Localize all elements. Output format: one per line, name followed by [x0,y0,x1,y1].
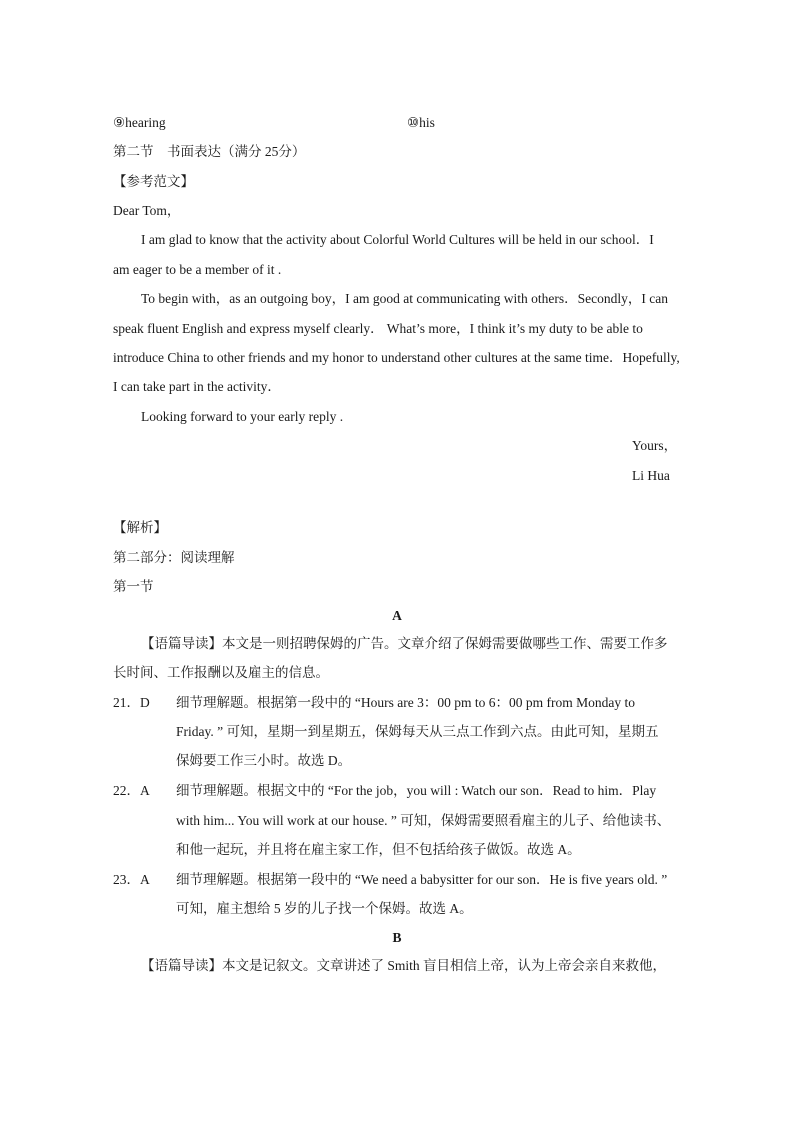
signature-name: Li Hua [632,468,670,483]
passage-a-label: A [392,608,402,623]
letter-paragraph-2-line-2: speak fluent English and express myself clearly． What’s more，I think it’s my duty to be able to [113,321,643,336]
answer-item-10: ⑩his [407,115,435,130]
part-two-title: 第二部分：阅读理解 [113,550,235,565]
letter-paragraph-1-line-2: am eager to be a member of it . [113,262,282,277]
question-21-answer: 21．D [113,695,150,710]
letter-paragraph-1-line-1: I am glad to know that the activity about Colorful World Cultures will be held in our school．I [141,232,654,247]
question-22-answer: 22．A [113,783,150,798]
letter-paragraph-2-line-4: I can take part in the activity． [113,379,281,394]
question-21-line-3: 保姆要工作三小时。故选 D。 [176,753,352,768]
question-22-line-2: with him... You will work at our house. ” 可知，保姆需要照看雇主的儿子、给他读书、 [176,813,671,828]
question-23-line-2: 可知，雇主想给 5 岁的儿子找一个保姆。故选 A。 [176,901,473,916]
question-22-line-1: 细节理解题。根据文中的 “For the job，you will : Watch our son．Read to him．Play [176,783,657,798]
sample-heading: 【参考范文】 [113,174,194,189]
passage-a-guide-line-2: 长时间、工作报酬以及雇主的信息。 [113,665,329,680]
question-23-answer: 23．A [113,872,150,887]
passage-a-guide-line-1: 【语篇导读】本文是一则招聘保姆的广告。文章介绍了保姆需要做哪些工作、需要工作多 [141,636,668,651]
letter-paragraph-2-line-1: To begin with，as an outgoing boy，I am good at communicating with others．Secondly，I can [141,291,668,306]
signature-yours: Yours， [632,438,678,453]
question-22-line-3: 和他一起玩，并且将在雇主家工作，但不包括给孩子做饭。故选 A。 [176,842,581,857]
section-title: 第二节 书面表达（满分 25分） [113,144,306,159]
letter-greeting: Dear Tom， [113,203,181,218]
answer-item-9: ⑨hearing [113,115,166,130]
passage-b-guide-line-1: 【语篇导读】本文是记叙文。文章讲述了 Smith 盲目相信上帝，认为上帝会亲自来救他， [141,958,667,973]
passage-b-label: B [392,930,402,945]
question-21-line-2: Friday. ” 可知，星期一到星期五，保姆每天从三点工作到六点。由此可知，星期五 [176,724,659,739]
letter-closing: Looking forward to your early reply . [141,409,344,424]
letter-paragraph-2-line-3: introduce China to other friends and my honor to understand other cultures at the same time．Hopefully, [113,350,680,365]
question-21-line-1: 细节理解题。根据第一段中的 “Hours are 3：00 pm to 6：00 pm from Monday to [176,695,635,710]
analysis-heading: 【解析】 [113,520,167,535]
section-one-title: 第一节 [113,579,154,594]
question-23-line-1: 细节理解题。根据第一段中的 “We need a babysitter for our son．He is five years old. ” [176,872,668,887]
